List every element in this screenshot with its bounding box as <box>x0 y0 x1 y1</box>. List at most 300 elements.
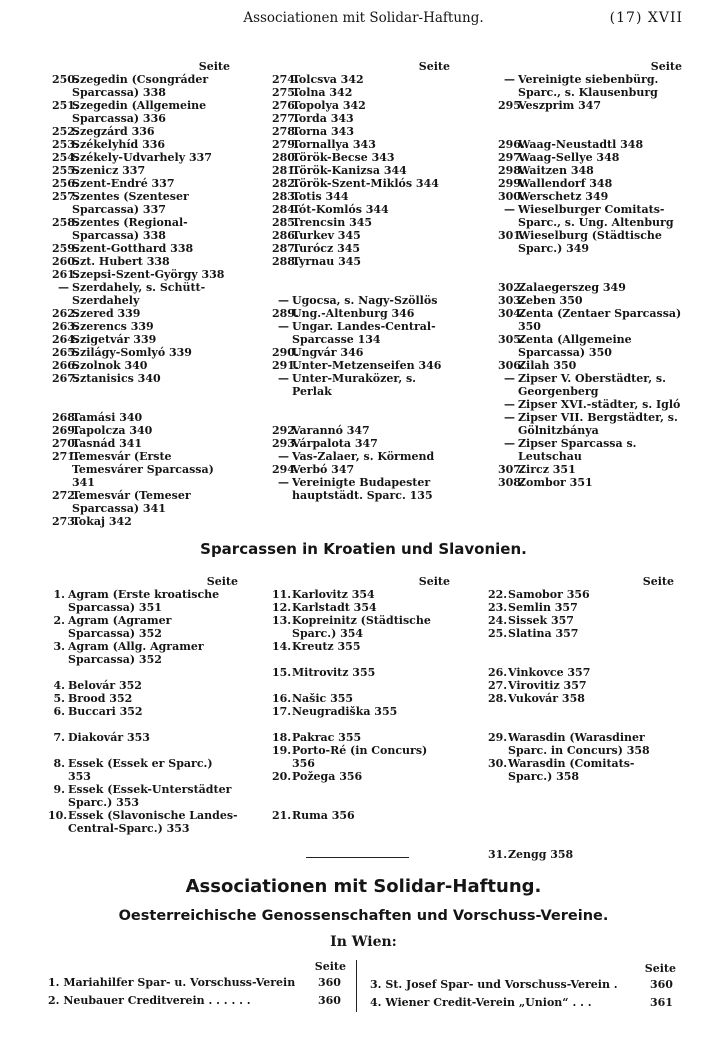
entry-text: Wieselburg (Städtische Sparc.) 349 <box>518 229 662 255</box>
index-entry <box>272 190 450 203</box>
index-entry <box>272 151 450 164</box>
entry-text: Vinkovce 357 <box>508 666 591 679</box>
entry-text: 4. Wiener Credit-Verein „Union“ . . . <box>370 996 592 1009</box>
entry-text: Semlin 357 <box>508 601 578 614</box>
entry-text: Szent-Gotthard 338 <box>72 242 194 255</box>
entry-text: Ungar. Landes-Central-Sparcasse 134 <box>292 320 436 346</box>
entry-text: Tapolcza 340 <box>72 424 153 437</box>
index-entry <box>52 177 230 190</box>
entry-spacer <box>488 705 674 731</box>
index-entry <box>488 627 674 640</box>
entry-text: 3. St. Josef Spar- und Vorschuss-Verein . <box>370 978 618 991</box>
entry-page: 361 <box>650 996 673 1009</box>
entry-number: 260. <box>52 255 79 268</box>
entry-text: Szered 339 <box>72 307 141 320</box>
index-entry <box>52 411 230 424</box>
entry-number: 262. <box>52 307 79 320</box>
entry-number: — <box>278 320 289 333</box>
entry-spacer <box>48 666 238 679</box>
wien-entry-2-page <box>318 994 341 1007</box>
entry-text: Warasdin (Comitats-Sparc.) 358 <box>508 757 635 783</box>
index-entry <box>488 848 674 861</box>
index-entry <box>48 783 238 809</box>
index-entry <box>272 99 450 112</box>
entry-text: Zeben 350 <box>518 294 583 307</box>
entry-text: Turócz 345 <box>292 242 361 255</box>
entry-text: Warasdin (Warasdiner Sparc. in Concurs) 358 <box>508 731 650 757</box>
entry-number: 28. <box>488 692 508 705</box>
entry-text: Varannó 347 <box>292 424 370 437</box>
entry-number: 3. <box>53 640 65 653</box>
entry-text: 1. Mariahilfer Spar- u. Vorschuss-Verein <box>48 976 296 989</box>
entry-text: Tót-Komlós 344 <box>292 203 389 216</box>
index-entry <box>52 125 230 138</box>
entry-number: 13. <box>272 614 292 627</box>
entry-number: 22. <box>488 588 508 601</box>
entry-number: — <box>504 437 515 450</box>
entry-text: Topolya 342 <box>292 99 366 112</box>
entry-number: 251. <box>52 99 79 112</box>
entry-number: 288. <box>272 255 299 268</box>
entry-number: — <box>504 203 515 216</box>
index-entry <box>498 294 682 307</box>
index-entry <box>272 692 450 705</box>
index-entry <box>498 151 682 164</box>
index-entry <box>498 333 682 359</box>
index-entry <box>272 770 450 783</box>
entry-text: Kreutz 355 <box>292 640 361 653</box>
entry-number: 289. <box>272 307 299 320</box>
entry-number: 261. <box>52 268 79 281</box>
entry-text: Szent-Endré 337 <box>72 177 175 190</box>
entry-spacer <box>272 718 450 731</box>
seite-label: Seite <box>418 575 450 588</box>
index-entry <box>272 177 450 190</box>
entry-page: 360 <box>650 978 673 991</box>
entry-number: 296. <box>498 138 525 151</box>
entry-text: Torda 343 <box>292 112 354 125</box>
entry-number: 259. <box>52 242 79 255</box>
entry-number: — <box>504 411 515 424</box>
seite-label: Seite <box>418 60 450 73</box>
entry-text: Agram (Allg. Agramer Sparcassa) 352 <box>68 640 204 666</box>
index-entry <box>498 359 682 372</box>
section-heading-associationen: Associationen mit Solidar-Haftung. <box>185 876 542 897</box>
entry-number: 23. <box>488 601 508 614</box>
entry-text: Brood 352 <box>68 692 133 705</box>
entry-text: Kopreinitz (Städtische Sparc.) 354 <box>292 614 431 640</box>
section-subheading: Oesterreichische Genossenschaften und Vorschuss-Vereine. <box>118 908 609 924</box>
index-entry <box>272 601 450 614</box>
entry-text: Török-Becse 343 <box>292 151 395 164</box>
entry-text: Zilah 350 <box>518 359 577 372</box>
entry-number: 16. <box>272 692 292 705</box>
entry-number: 282. <box>272 177 299 190</box>
entry-text: Szentes (Regional-Sparcassa) 338 <box>72 216 188 242</box>
index-entry <box>52 242 230 255</box>
index-entry <box>498 229 682 255</box>
index-entry <box>272 346 450 359</box>
entry-text: Szerdahely, s. Schütt-Szerdahely <box>72 281 206 307</box>
index-entry <box>272 476 450 502</box>
entry-text: Waag-Neustadtl 348 <box>518 138 644 151</box>
entry-number: — <box>58 281 69 294</box>
entry-text: Wieselburger Comitats-Sparc., s. Ung. Altenburg <box>518 203 674 229</box>
entry-text: Török-Szent-Miklós 344 <box>292 177 439 190</box>
index-entry <box>52 307 230 320</box>
index-entry <box>52 268 230 281</box>
entry-number: 279. <box>272 138 299 151</box>
wien-entry-1-page <box>318 976 341 989</box>
entry-number: 257. <box>52 190 79 203</box>
index-entry <box>272 666 450 679</box>
index-entry <box>272 744 450 770</box>
entry-number: 250. <box>52 73 79 86</box>
entry-number: 274. <box>272 73 299 86</box>
index-column-2 <box>272 60 450 502</box>
entry-text: Tornallya 343 <box>292 138 376 151</box>
entry-text: Szegedin (Allgemeine Sparcassa) 336 <box>72 99 207 125</box>
entry-text: Tokaj 342 <box>72 515 132 528</box>
kroatien-column-2 <box>272 575 450 822</box>
seite-label: Seite <box>314 960 346 973</box>
entry-number: 253. <box>52 138 79 151</box>
index-entry <box>52 320 230 333</box>
index-entry <box>498 190 682 203</box>
index-entry <box>52 450 230 489</box>
entry-number: 297. <box>498 151 525 164</box>
entry-number: 294. <box>272 463 299 476</box>
index-entry <box>52 190 230 216</box>
entry-text: Virovitiz 357 <box>508 679 587 692</box>
entry-text: Slatina 357 <box>508 627 579 640</box>
entry-spacer <box>272 653 450 666</box>
wien-entry-4-page <box>650 996 673 1009</box>
index-entry <box>52 164 230 177</box>
entry-number: 305. <box>498 333 525 346</box>
index-entry <box>498 398 682 411</box>
page-number: (17) XVII <box>609 10 683 26</box>
entry-number: 11. <box>272 588 292 601</box>
entry-text: Porto-Ré (in Concurs) 356 <box>292 744 428 770</box>
index-entry <box>498 372 682 398</box>
entry-number: — <box>278 476 289 489</box>
entry-spacer <box>272 783 450 809</box>
index-entry <box>272 112 450 125</box>
entry-number: 24. <box>488 614 508 627</box>
index-entry <box>488 614 674 627</box>
entry-number: 14. <box>272 640 292 653</box>
entry-text: Pakrac 355 <box>292 731 362 744</box>
entry-number: 269. <box>52 424 79 437</box>
entry-text: Unter-Metzenseifen 346 <box>292 359 442 372</box>
entry-spacer <box>48 744 238 757</box>
entry-number: 275. <box>272 86 299 99</box>
index-entry <box>52 281 230 307</box>
entry-text: Török-Kanizsa 344 <box>292 164 407 177</box>
entry-number: 302. <box>498 281 525 294</box>
entry-number: 293. <box>272 437 299 450</box>
entry-spacer <box>48 718 238 731</box>
entry-text: Tolna 342 <box>292 86 353 99</box>
index-entry <box>48 705 238 718</box>
index-entry <box>498 203 682 229</box>
entry-text: Zipser XVI.-städter, s. Igló <box>518 398 681 411</box>
entry-number: 278. <box>272 125 299 138</box>
index-entry <box>48 757 238 783</box>
entry-text: Tolcsva 342 <box>292 73 364 86</box>
index-entry <box>498 99 682 112</box>
index-entry <box>48 588 238 614</box>
index-entry <box>272 424 450 437</box>
index-entry <box>488 692 674 705</box>
index-entry <box>272 255 450 268</box>
index-entry <box>52 151 230 164</box>
entry-text: Zalaegerszeg 349 <box>518 281 626 294</box>
index-entry <box>52 138 230 151</box>
entry-text: Torna 343 <box>292 125 354 138</box>
index-entry <box>498 437 682 463</box>
index-entry <box>488 666 674 679</box>
entry-text: Vukovár 358 <box>508 692 585 705</box>
wien-entry-4 <box>370 996 592 1009</box>
entry-text: Zenta (Allgemeine Sparcassa) 350 <box>518 333 632 359</box>
entry-text: Buccari 352 <box>68 705 143 718</box>
entry-number: 268. <box>52 411 79 424</box>
wien-entry-3-page <box>650 978 673 991</box>
entry-text: Veszprim 347 <box>518 99 602 112</box>
index-entry <box>272 125 450 138</box>
entry-text: Našic 355 <box>292 692 354 705</box>
entry-text: Temesvár (Temeser Sparcassa) 341 <box>72 489 191 515</box>
entry-spacer <box>272 679 450 692</box>
entry-text: Sissek 357 <box>508 614 574 627</box>
index-entry <box>488 757 674 783</box>
entry-number: — <box>504 372 515 385</box>
index-entry <box>272 450 450 463</box>
index-entry <box>498 463 682 476</box>
entry-number: — <box>504 398 515 411</box>
entry-number: 308. <box>498 476 525 489</box>
index-entry <box>52 372 230 385</box>
entry-text: Zipser VII. Bergstädter, s. Gölnitzbánya <box>518 411 678 437</box>
entry-text: Szilágy-Somlyó 339 <box>72 346 192 359</box>
entry-number: — <box>504 73 515 86</box>
seite-label: Seite <box>650 60 682 73</box>
entry-number: 298. <box>498 164 525 177</box>
entry-text: Turkev 345 <box>292 229 361 242</box>
entry-number: 300. <box>498 190 525 203</box>
index-entry <box>272 320 450 346</box>
index-entry <box>272 229 450 242</box>
entry-number: 25. <box>488 627 508 640</box>
index-entry <box>52 437 230 450</box>
index-entry <box>52 515 230 528</box>
entry-number: 291. <box>272 359 299 372</box>
index-entry <box>498 281 682 294</box>
entry-text: Székely-Udvarhely 337 <box>72 151 212 164</box>
index-entry <box>488 679 674 692</box>
entry-text: Unter-Muraközer, s. Perlak <box>292 372 417 398</box>
index-entry <box>272 73 450 86</box>
entry-number: 292. <box>272 424 299 437</box>
entry-text: Karlstadt 354 <box>292 601 377 614</box>
entry-number: 1. <box>53 588 65 601</box>
entry-text: Trencsin 345 <box>292 216 373 229</box>
entry-number: 264. <box>52 333 79 346</box>
entry-text: Agram (Agramer Sparcassa) 352 <box>68 614 172 640</box>
entry-number: 256. <box>52 177 79 190</box>
entry-text: Karlovitz 354 <box>292 588 375 601</box>
entry-text: Werschetz 349 <box>518 190 609 203</box>
entry-text: Szegedin (Csongráder Sparcassa) 338 <box>72 73 209 99</box>
entry-text: Szegzárd 336 <box>72 125 155 138</box>
index-entry <box>272 307 450 320</box>
entry-number: 7. <box>53 731 65 744</box>
index-entry <box>48 809 238 835</box>
entry-text: Temesvár (Erste Temesvárer Sparcassa) 341 <box>72 450 214 489</box>
entry-text: 2. Neubauer Creditverein . . . . . . <box>48 994 251 1007</box>
index-entry <box>52 99 230 125</box>
wien-entry-2 <box>48 994 251 1007</box>
entry-text: Agram (Erste kroatische Sparcassa) 351 <box>68 588 220 614</box>
entry-number: 280. <box>272 151 299 164</box>
index-entry <box>488 601 674 614</box>
entry-number: 255. <box>52 164 79 177</box>
entry-text: Szerencs 339 <box>72 320 154 333</box>
entry-text: Požega 356 <box>292 770 363 783</box>
entry-text: Mitrovitz 355 <box>292 666 376 679</box>
index-entry <box>272 164 450 177</box>
entry-spacer <box>498 255 682 281</box>
index-entry <box>272 294 450 307</box>
index-entry <box>48 692 238 705</box>
entry-text: Tamási 340 <box>72 411 143 424</box>
index-entry <box>272 216 450 229</box>
entry-page: 360 <box>318 976 341 989</box>
entry-spacer <box>52 385 230 411</box>
kroatien-column-1 <box>48 575 238 835</box>
entry-number: 307. <box>498 463 525 476</box>
entry-text: Vereinigte siebenbürg. Sparc., s. Klausenburg <box>518 73 659 99</box>
entry-number: 286. <box>272 229 299 242</box>
index-entry <box>272 588 450 601</box>
entry-number: 283. <box>272 190 299 203</box>
section-heading-kroatien: Sparcassen in Kroatien und Slavonien. <box>200 540 527 558</box>
entry-number: 303. <box>498 294 525 307</box>
entry-text: Tyrnau 345 <box>292 255 362 268</box>
index-entry <box>498 73 682 99</box>
entry-number: 2. <box>53 614 65 627</box>
index-entry <box>52 424 230 437</box>
entry-number: 267. <box>52 372 79 385</box>
entry-text: Zipser Sparcassa s. Leutschau <box>518 437 637 463</box>
entry-text: Ugocsa, s. Nagy-Szöllös <box>292 294 438 307</box>
entry-number: 26. <box>488 666 508 679</box>
entry-text: Waitzen 348 <box>518 164 594 177</box>
entry-text: Zengg 358 <box>508 848 574 861</box>
entry-text: Zipser V. Oberstädter, s. Georgenberg <box>518 372 666 398</box>
entry-text: Neugradiška 355 <box>292 705 398 718</box>
entry-number: 284. <box>272 203 299 216</box>
entry-number: 30. <box>488 757 508 770</box>
index-entry <box>48 614 238 640</box>
running-header-title: Associationen mit Solidar-Haftung. <box>243 10 484 26</box>
entry-text: Essek (Essek er Sparc.) 353 <box>68 757 213 783</box>
entry-number: 301. <box>498 229 525 242</box>
entry-number: 281. <box>272 164 299 177</box>
entry-number: 273. <box>52 515 79 528</box>
entry-number: 8. <box>53 757 65 770</box>
entry-number: 265. <box>52 346 79 359</box>
index-entry <box>498 138 682 151</box>
seite-label: Seite <box>206 575 238 588</box>
wien-entry-3 <box>370 978 618 991</box>
entry-spacer <box>488 640 674 666</box>
entry-number: 258. <box>52 216 79 229</box>
index-entry <box>272 640 450 653</box>
index-entry <box>52 359 230 372</box>
entry-text: Vas-Zalaer, s. Körmend <box>292 450 435 463</box>
entry-text: Totis 344 <box>292 190 349 203</box>
entry-number: 5. <box>53 692 65 705</box>
index-entry <box>498 476 682 489</box>
entry-number: 20. <box>272 770 292 783</box>
entry-number: 19. <box>272 744 292 757</box>
entry-spacer <box>272 398 450 424</box>
entry-number: 263. <box>52 320 79 333</box>
entry-text: Ruma 356 <box>292 809 355 822</box>
index-entry <box>48 640 238 666</box>
index-entry <box>272 242 450 255</box>
entry-text: Zombor 351 <box>518 476 593 489</box>
entry-text: Várpalota 347 <box>292 437 378 450</box>
index-entry <box>272 437 450 450</box>
index-entry <box>272 614 450 640</box>
entry-text: Vereinigte Budapester hauptstädt. Sparc. 135 <box>292 476 433 502</box>
entry-number: 21. <box>272 809 292 822</box>
entry-text: Szt. Hubert 338 <box>72 255 170 268</box>
city-heading: In Wien: <box>330 934 397 950</box>
entry-number: 9. <box>53 783 65 796</box>
entry-text: Wallendorf 348 <box>518 177 613 190</box>
entry-number: 6. <box>53 705 65 718</box>
section-divider <box>306 857 409 858</box>
index-entry <box>272 359 450 372</box>
entry-number: 15. <box>272 666 292 679</box>
index-entry <box>272 86 450 99</box>
entry-number: 10. <box>48 809 68 822</box>
index-entry <box>272 138 450 151</box>
entry-number: 29. <box>488 731 508 744</box>
index-entry <box>48 731 238 744</box>
index-entry <box>52 73 230 99</box>
entry-number: 287. <box>272 242 299 255</box>
entry-text: Székelyhíd 336 <box>72 138 166 151</box>
index-entry <box>498 177 682 190</box>
index-entry <box>52 333 230 346</box>
entry-text: Szenicz 337 <box>72 164 146 177</box>
entry-text: Samobor 356 <box>508 588 590 601</box>
entry-text: Sztanisics 340 <box>72 372 161 385</box>
index-entry <box>52 489 230 515</box>
entry-text: Ungvár 346 <box>292 346 364 359</box>
entry-text: Szepsi-Szent-György 338 <box>72 268 225 281</box>
index-entry <box>272 203 450 216</box>
index-entry <box>498 411 682 437</box>
index-entry <box>272 809 450 822</box>
entry-text: Essek (Essek-Unterstädter Sparc.) 353 <box>68 783 232 809</box>
